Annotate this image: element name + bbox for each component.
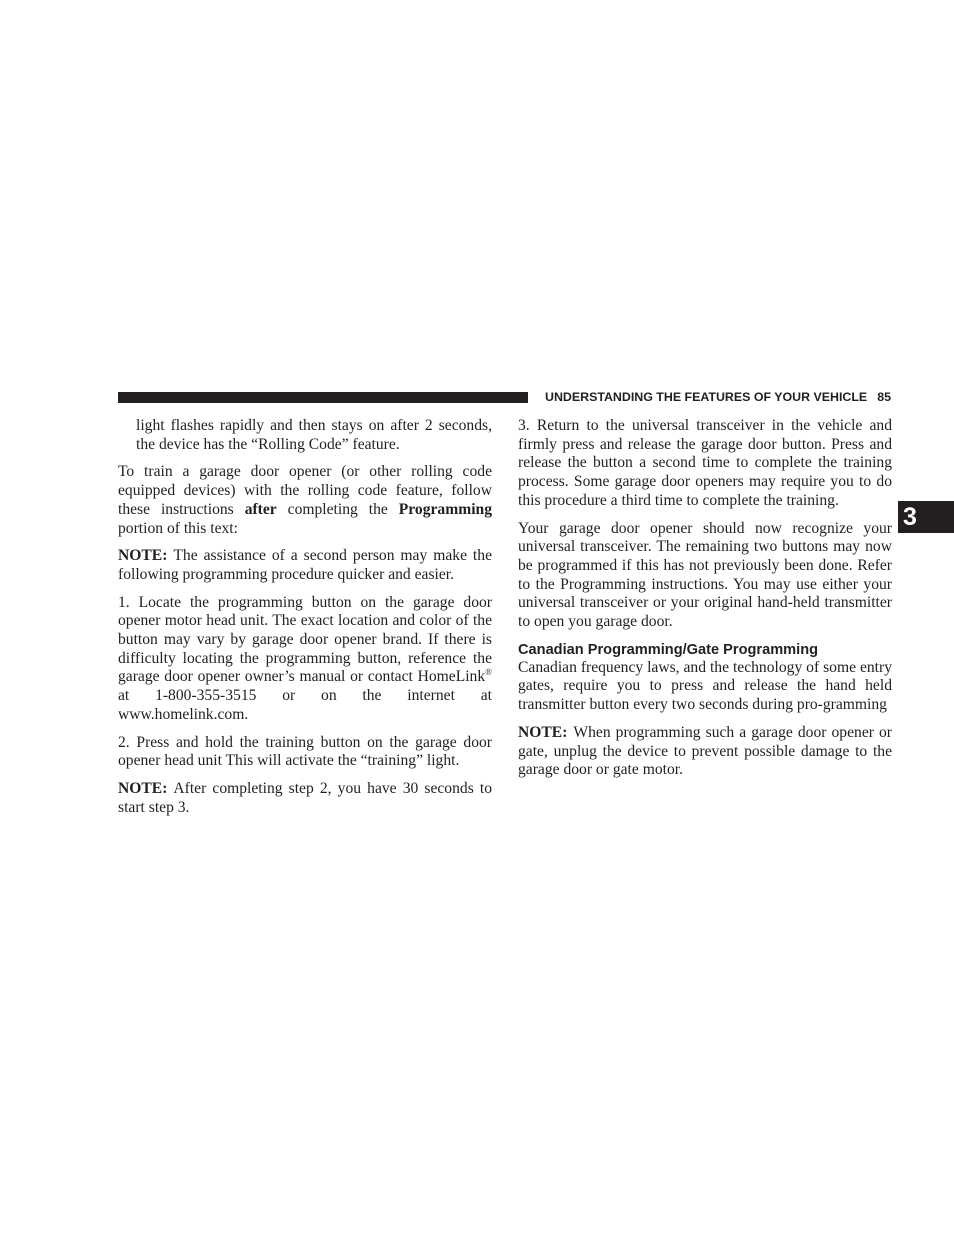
registered-mark: ® — [485, 667, 492, 678]
note-text: After completing step 2, you have 30 seconds to start step 3. — [118, 779, 492, 816]
train-intro-text: portion of this text: — [118, 519, 238, 537]
note-second-person — [118, 547, 492, 584]
step-2-paragraph: 2. Press and hold the training button on the garage door opener head unit This will activate the “training” light. — [118, 733, 492, 770]
emphasis-programming: Programming — [398, 500, 492, 518]
left-column — [118, 417, 492, 826]
note-30-seconds — [118, 780, 492, 817]
emphasis-after: after — [244, 500, 277, 518]
note-text: When programming such a garage door opener or gate, unplug the device to prevent possible damage to the garage door or gate motor. — [518, 723, 892, 779]
note-unplug — [518, 724, 892, 780]
train-intro-text: completing the — [276, 500, 399, 518]
note-label: NOTE: — [518, 723, 568, 741]
step-1-text: at 1-800-355-3515 or on the internet at www.homelink.com. — [118, 687, 492, 723]
continued-paragraph: light flashes rapidly and then stays on after 2 seconds, the device has the “Rolling Code” feature. — [136, 417, 492, 453]
section-title: UNDERSTANDING THE FEATURES OF YOUR VEHICLE — [545, 390, 868, 404]
page-number: 85 — [877, 390, 891, 404]
train-intro-paragraph — [118, 463, 492, 538]
note-text: The assistance of a second person may make the following programming procedure quicker and easier. — [118, 547, 492, 583]
chapter-tab: 3 — [898, 501, 954, 533]
step-3-paragraph: 3. Return to the universal transceiver in the vehicle and firmly press and release the garage door button. Press and release the button a second time to complete the training process. Some garage door openers may require you to do this procedure a third time to complete the training. — [518, 417, 892, 509]
canadian-paragraph: Canadian frequency laws, and the technology of some entry gates, require you to press and release the hand held transmitter button every two seconds during pro-gramming — [518, 658, 892, 714]
step-1-text: 1. Locate the programming button on the garage door opener motor head unit. The exact location and color of the button may vary by garage door opener brand. If there is difficulty locating the programming button, reference the garage door opener owner’s manual or contact HomeLink — [118, 593, 492, 686]
header-rule — [118, 392, 528, 403]
right-column — [518, 417, 892, 789]
note-label: NOTE: — [118, 779, 168, 797]
train-intro-text: To train a garage door opener (or other rolling code equipped devices) with the rolling code feature, follow these instructions — [118, 463, 492, 518]
note-label: NOTE: — [118, 547, 168, 565]
running-header — [538, 390, 891, 405]
recognize-paragraph: Your garage door opener should now recognize your universal transceiver. The remaining two buttons may now be programmed if this has not previously been done. Refer to the Programming instructions. You may use either your universal transceiver or your original hand-held transmitter to open you garage door. — [518, 519, 892, 631]
section-heading: Canadian Programming/Gate Programming — [518, 641, 819, 658]
step-1-paragraph — [118, 594, 492, 725]
